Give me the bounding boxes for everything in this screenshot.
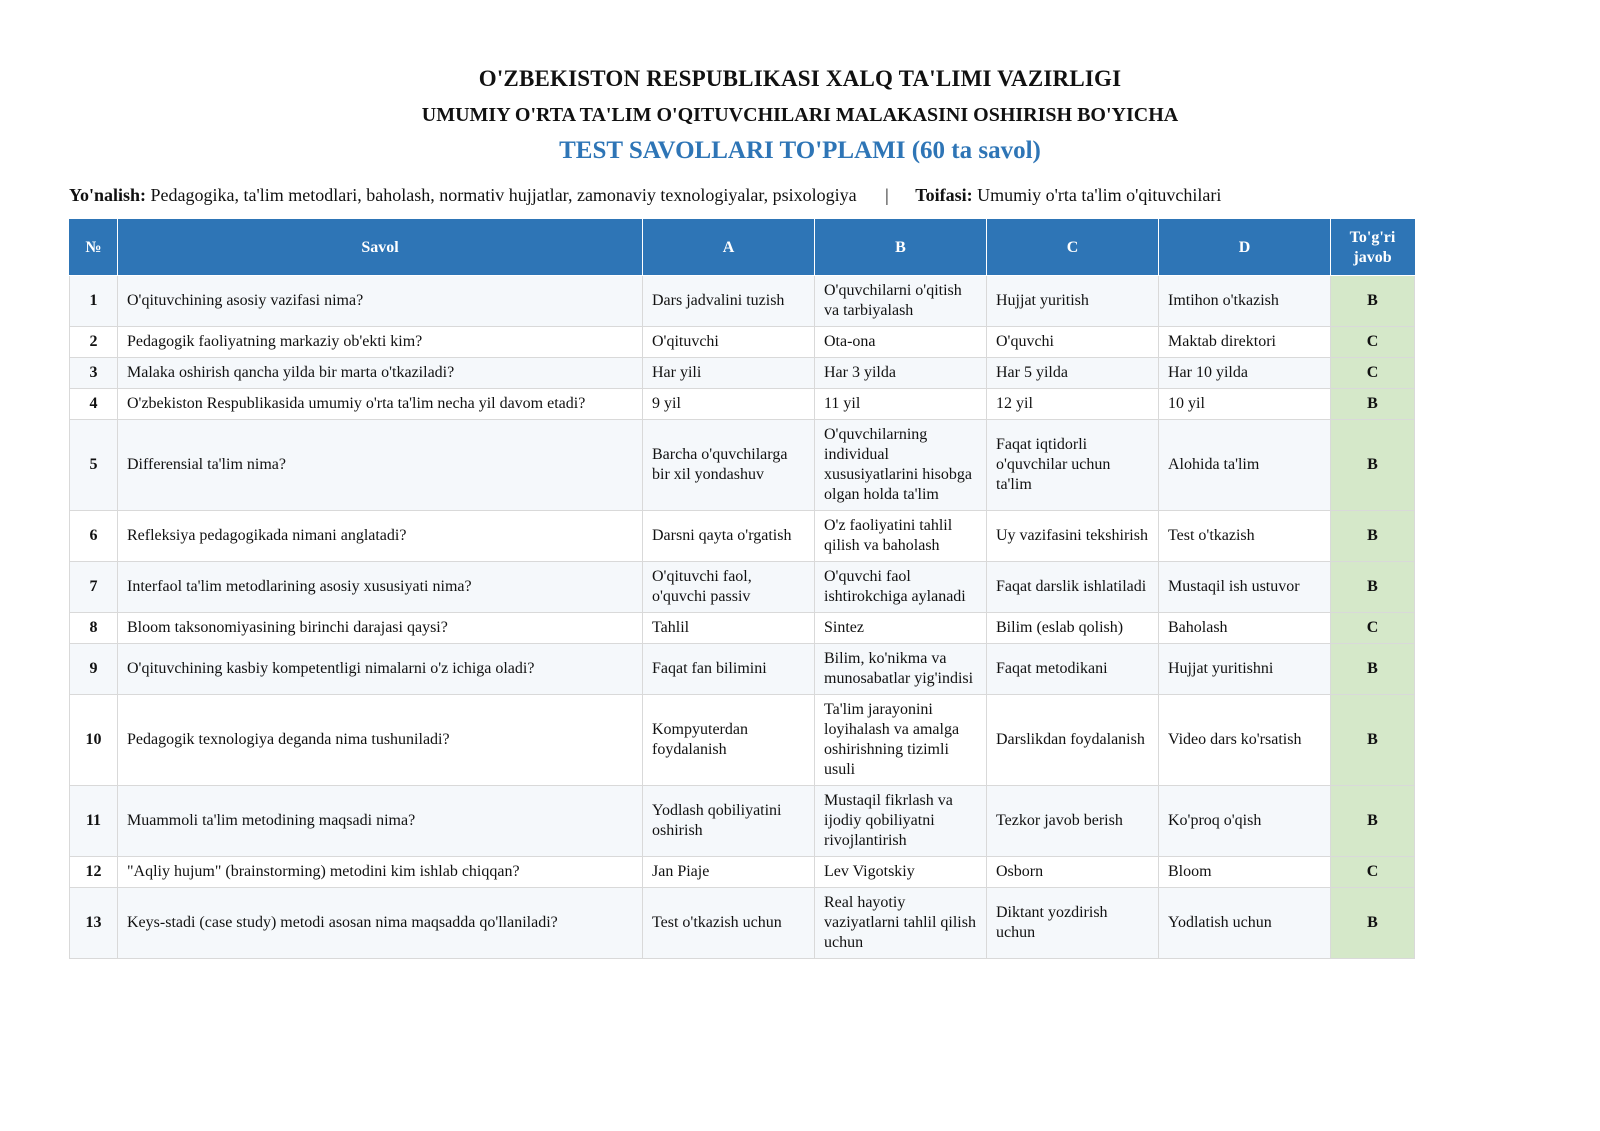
direction-label: Yo'nalish:	[69, 185, 147, 205]
question-text: Interfaol ta'lim metodlarining asosiy xususiyati nima?	[118, 562, 643, 613]
option-d: Bloom	[1159, 857, 1331, 888]
correct-answer: B	[1331, 420, 1415, 511]
option-a: Yodlash qobiliyatini oshirish	[643, 786, 815, 857]
question-number: 2	[70, 327, 118, 358]
option-d: Imtihon o'tkazish	[1159, 276, 1331, 327]
question-text: Pedagogik faoliyatning markaziy ob'ekti kim?	[118, 327, 643, 358]
option-a: Darsni qayta o'rgatish	[643, 511, 815, 562]
question-text: Muammoli ta'lim metodining maqsadi nima?	[118, 786, 643, 857]
option-a: Test o'tkazish uchun	[643, 888, 815, 959]
option-d: Maktab direktori	[1159, 327, 1331, 358]
option-b: O'z faoliyatini tahlil qilish va baholash	[815, 511, 987, 562]
option-b: Sintez	[815, 613, 987, 644]
option-b: Bilim, ko'nikma va munosabatlar yig'indisi	[815, 644, 987, 695]
option-b: O'quvchilarning individual xususiyatlarini hisobga olgan holda ta'lim	[815, 420, 987, 511]
option-d: Test o'tkazish	[1159, 511, 1331, 562]
category-label: Toifasi:	[915, 185, 973, 205]
option-d: Yodlatish uchun	[1159, 888, 1331, 959]
option-d: Video dars ko'rsatish	[1159, 695, 1331, 786]
correct-answer: B	[1331, 695, 1415, 786]
question-number: 6	[70, 511, 118, 562]
collection-title: TEST SAVOLLARI TO'PLAMI (60 ta savol)	[559, 137, 1041, 164]
question-text: O'zbekiston Respublikasida umumiy o'rta ta'lim necha yil davom etadi?	[118, 389, 643, 420]
column-header-question: Savol	[118, 220, 643, 276]
option-c: Faqat metodikani	[987, 644, 1159, 695]
ministry-title: O'ZBEKISTON RESPUBLIKASI XALQ TA'LIMI VAZIRLIGI	[478, 66, 1122, 91]
option-d: Baholash	[1159, 613, 1331, 644]
category-value: Umumiy o'rta ta'lim o'qituvchilari	[977, 185, 1222, 205]
table-row	[70, 562, 1415, 613]
option-d: Har 10 yilda	[1159, 358, 1331, 389]
question-number: 11	[70, 786, 118, 857]
option-c: 12 yil	[987, 389, 1159, 420]
option-a: Tahlil	[643, 613, 815, 644]
question-number: 8	[70, 613, 118, 644]
option-c: Bilim (eslab qolish)	[987, 613, 1159, 644]
option-c: Osborn	[987, 857, 1159, 888]
table-row	[70, 327, 1415, 358]
table-row	[70, 786, 1415, 857]
question-text: O'qituvchining asosiy vazifasi nima?	[118, 276, 643, 327]
option-a: Kompyuterdan foydalanish	[643, 695, 815, 786]
option-d: Ko'proq o'qish	[1159, 786, 1331, 857]
option-b: O'quvchi faol ishtirokchiga aylanadi	[815, 562, 987, 613]
option-d: Alohida ta'lim	[1159, 420, 1331, 511]
option-b: O'quvchilarni o'qitish va tarbiyalash	[815, 276, 987, 327]
correct-answer: B	[1331, 276, 1415, 327]
column-header-d: D	[1159, 220, 1331, 276]
question-number: 7	[70, 562, 118, 613]
column-header-number: №	[70, 220, 118, 276]
question-text: "Aqliy hujum" (brainstorming) metodini kim ishlab chiqqan?	[118, 857, 643, 888]
correct-answer: B	[1331, 389, 1415, 420]
column-header-a: A	[643, 220, 815, 276]
question-number: 5	[70, 420, 118, 511]
question-text: Pedagogik texnologiya deganda nima tushuniladi?	[118, 695, 643, 786]
question-text: O'qituvchining kasbiy kompetentligi nimalarni o'z ichiga oladi?	[118, 644, 643, 695]
option-a: Faqat fan bilimini	[643, 644, 815, 695]
option-a: Barcha o'quvchilarga bir xil yondashuv	[643, 420, 815, 511]
option-c: Faqat iqtidorli o'quvchilar uchun ta'lim	[987, 420, 1159, 511]
question-number: 13	[70, 888, 118, 959]
option-d: Hujjat yuritishni	[1159, 644, 1331, 695]
option-b: 11 yil	[815, 389, 987, 420]
table-row	[70, 695, 1415, 786]
correct-answer: B	[1331, 562, 1415, 613]
table-row	[70, 644, 1415, 695]
option-b: Ota-ona	[815, 327, 987, 358]
correct-answer: B	[1331, 511, 1415, 562]
option-b: Real hayotiy vaziyatlarni tahlil qilish uchun	[815, 888, 987, 959]
table-header-row	[70, 220, 1415, 276]
question-text: Malaka oshirish qancha yilda bir marta o'tkaziladi?	[118, 358, 643, 389]
question-number: 1	[70, 276, 118, 327]
option-c: O'quvchi	[987, 327, 1159, 358]
meta-line	[69, 185, 1221, 206]
direction-value: Pedagogika, ta'lim metodlari, baholash, normativ hujjatlar, zamonaviy texnologiyalar, psixologiya	[150, 185, 857, 205]
table-row	[70, 888, 1415, 959]
option-b: Har 3 yilda	[815, 358, 987, 389]
option-b: Ta'lim jarayonini loyihalash va amalga oshirishning tizimli usuli	[815, 695, 987, 786]
correct-answer: C	[1331, 613, 1415, 644]
option-c: Faqat darslik ishlatiladi	[987, 562, 1159, 613]
option-a: O'qituvchi faol, o'quvchi passiv	[643, 562, 815, 613]
option-a: Dars jadvalini tuzish	[643, 276, 815, 327]
question-number: 10	[70, 695, 118, 786]
correct-answer: C	[1331, 327, 1415, 358]
correct-answer: B	[1331, 786, 1415, 857]
table-row	[70, 613, 1415, 644]
questions-table	[69, 219, 1415, 959]
correct-answer: B	[1331, 644, 1415, 695]
option-a: Jan Piaje	[643, 857, 815, 888]
column-header-c: C	[987, 220, 1159, 276]
option-c: Tezkor javob berish	[987, 786, 1159, 857]
table-row	[70, 358, 1415, 389]
option-c: Diktant yozdirish uchun	[987, 888, 1159, 959]
question-number: 12	[70, 857, 118, 888]
option-a: 9 yil	[643, 389, 815, 420]
correct-answer: C	[1331, 857, 1415, 888]
column-header-answer: To'g'ri javob	[1331, 220, 1415, 276]
meta-separator: |	[885, 185, 889, 205]
correct-answer: B	[1331, 888, 1415, 959]
question-number: 9	[70, 644, 118, 695]
option-c: Uy vazifasini tekshirish	[987, 511, 1159, 562]
question-text: Refleksiya pedagogikada nimani anglatadi?	[118, 511, 643, 562]
table-row	[70, 511, 1415, 562]
option-b: Mustaqil fikrlash va ijodiy qobiliyatni rivojlantirish	[815, 786, 987, 857]
option-d: 10 yil	[1159, 389, 1331, 420]
question-text: Keys-stadi (case study) metodi asosan nima maqsadda qo'llaniladi?	[118, 888, 643, 959]
option-c: Har 5 yilda	[987, 358, 1159, 389]
table-row	[70, 857, 1415, 888]
option-b: Lev Vigotskiy	[815, 857, 987, 888]
option-d: Mustaqil ish ustuvor	[1159, 562, 1331, 613]
option-c: Darslikdan foydalanish	[987, 695, 1159, 786]
correct-answer: C	[1331, 358, 1415, 389]
question-number: 3	[70, 358, 118, 389]
table-row	[70, 389, 1415, 420]
table-row	[70, 276, 1415, 327]
option-a: O'qituvchi	[643, 327, 815, 358]
option-a: Har yili	[643, 358, 815, 389]
table-row	[70, 420, 1415, 511]
column-header-b: B	[815, 220, 987, 276]
option-c: Hujjat yuritish	[987, 276, 1159, 327]
question-text: Differensial ta'lim nima?	[118, 420, 643, 511]
question-text: Bloom taksonomiyasining birinchi darajasi qaysi?	[118, 613, 643, 644]
program-subtitle: UMUMIY O'RTA TA'LIM O'QITUVCHILARI MALAKASINI OSHIRISH BO'YICHA	[421, 104, 1179, 126]
question-number: 4	[70, 389, 118, 420]
